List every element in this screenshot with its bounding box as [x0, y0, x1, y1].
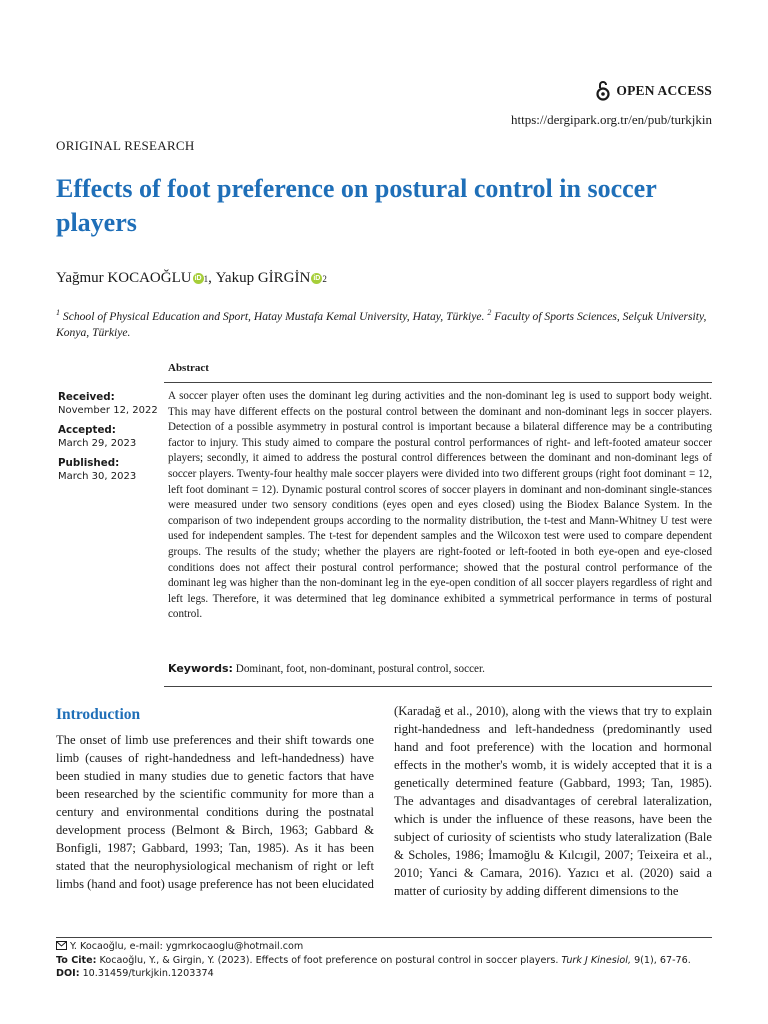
doi	[56, 967, 716, 981]
orcid-icon[interactable]: iD	[194, 275, 202, 282]
introduction-heading: Introduction	[56, 706, 141, 723]
introduction-left-column: The onset of limb use preferences and their shift towards one limb (causes of right-handedness and left-handedness) have been studied in many studies due to genetic factors that have been researched by the scientific community for more than a century and environmental conditions during the postnatal development process (Belmont & Birch, 1963; Gabbard & Bonfigli, 1987; Gabbard, 1993; Tan, 1985). As it has been stated that the neurophysiological mechanism of right or left limbs (hand and foot) usage preference has not been elucidated	[56, 733, 374, 891]
cite-label: To Cite:	[56, 954, 97, 966]
article-title: Effects of foot preference on postural control in soccer players	[56, 174, 657, 237]
footnote	[56, 940, 716, 981]
keywords-label: Keywords:	[168, 662, 233, 675]
received-label: Received:	[58, 391, 115, 403]
footnote-rule	[56, 937, 712, 938]
author-affiliation-mark: 1	[203, 273, 209, 284]
affiliation-mark: 2	[487, 308, 492, 317]
citation	[56, 954, 716, 968]
cite-text: Kocaoğlu, Y., & Girgin, Y. (2023). Effects of foot preference on postural control in soccer players.	[96, 954, 562, 966]
introduction-right-column: (Karadağ et al., 2010), along with the views that try to explain right-handedness and left-handedness (predominantly used hand and foot preference) with the location and hormonal effects in the mother's womb, it is widely accepted that it is a genetically determined feature (Gabbard, 1993; Tan, 1985). The advantages and disadvantages of cerebral lateralization, which is under the influence of these reasons, have been the subject of curiosity of scientists who study lateralization (Bale & Scholes, 1986; İmamoğlu & Kılcıgil, 2007; Teixeira et al., 2010; Yanci & Camara, 2016). Yazıcı et al. (2020) said a matter of curiosity by adding different dimensions to the	[394, 704, 712, 898]
article-type: ORIGINAL RESEARCH	[56, 138, 195, 153]
keywords-text: Dominant, foot, non-dominant, postural control, soccer.	[232, 663, 485, 675]
author-list	[56, 270, 327, 287]
open-access-label: OPEN ACCESS	[616, 83, 712, 98]
received-date: November 12, 2022	[58, 405, 158, 416]
author-name: Yağmur KOCAOĞLU	[56, 270, 192, 286]
affiliations	[56, 305, 712, 341]
article-dates	[58, 390, 162, 489]
envelope-icon	[56, 941, 67, 950]
author-name: Yakup GİRGİN	[215, 270, 311, 286]
published-label: Published:	[58, 457, 120, 469]
accepted-date: March 29, 2023	[58, 438, 137, 449]
cite-volume: 9(1), 67-76.	[631, 954, 691, 966]
abstract-bottom-rule	[164, 686, 712, 687]
open-lock-icon	[596, 80, 610, 102]
author-affiliation-mark: 2	[322, 273, 327, 284]
corresponding-author	[56, 940, 716, 954]
journal-url[interactable]: https://dergipark.org.tr/en/pub/turkjkin	[511, 112, 712, 127]
affiliation-text: Faculty of Sports Sciences, Selçuk University, Konya, Türkiye.	[56, 309, 707, 339]
corresponding-text[interactable]: Y. Kocaoğlu, e-mail: ygmrkocaoglu@hotmail.com	[70, 941, 304, 952]
orcid-icon[interactable]: iD	[313, 275, 321, 282]
author-separator: ,	[208, 270, 216, 286]
affiliation-text: School of Physical Education and Sport, Hatay Mustafa Kemal University, Hatay, Türkiye.	[60, 309, 488, 323]
keywords	[168, 662, 712, 675]
affiliation-mark: 1	[56, 308, 60, 317]
doi-label: DOI:	[56, 968, 80, 980]
accepted-label: Accepted:	[58, 424, 116, 436]
abstract-text: A soccer player often uses the dominant leg during activities and the non-dominant leg is used to support body weight. This may have different effects on the postural control between the dominant and non-dominant legs in soccer players. Detection of a possible asymmetry in postural control is important because a bilateral difference may be a contributing factor to injury. This study aimed to compare the postural control performances of right- and left-footed amateur soccer players; secondly, it aimed to address the postural control differences between the dominant and non-dominant legs of soccer players. Twenty-four healthy male soccer players were divided into two different groups (right foot dominant = 12, left foot dominant = 12). Dynamic postural control scores of soccer players in dominant and non-dominant single-stances were measured under two sensory conditions (eyes open and eyes closed) using the Biodex Balance System. In the comparison of two independent groups according to the normality distribution, the t-test and Mann-Whitney U test were used for independent samples. The t-test for dependent samples and the Wilcoxon test were used to compare dependent groups. The results of the study; whether the players are right-footed or left-footed in both eye-open and eye-closed conditions does not affect their postural control performance; showed that the postural control performance of the dominant leg was higher than the non-dominant leg in the eye-open condition of all soccer players regardless of right and left legs. Therefore, it was determined that leg dominance exhibited a symmetrical performance in terms of postural control.	[168, 390, 712, 621]
published-date: March 30, 2023	[58, 471, 137, 482]
abstract-top-rule	[164, 382, 712, 383]
cite-journal: Turk J Kinesiol,	[561, 954, 632, 966]
doi-value[interactable]: 10.31459/turkjkin.1203374	[79, 968, 214, 980]
open-access-badge	[596, 80, 712, 102]
abstract-heading: Abstract	[168, 362, 209, 374]
